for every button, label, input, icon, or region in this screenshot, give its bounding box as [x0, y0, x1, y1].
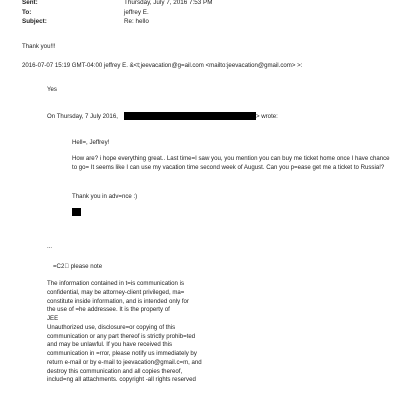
- quote-header: 2016-07-07 15:19 GMT-04:00 jeffrey E. &<t;jeevacation@g=ail.com <mailto:jeevacation@gmail.com> >:: [22, 62, 303, 69]
- disclaimer-line: JEE: [47, 315, 59, 323]
- message-paragraph-first: [72, 155, 394, 173]
- subject-label: Subject:: [22, 18, 47, 25]
- message-text: How are? i hope everything great.. Last time=I saw you, you mention you can buy me ticket home once I have chance to go= It seems like I can use my vacation time second week of August. Can you p=ease get me a ticket to Russia!?: [72, 155, 390, 171]
- on-date-prefix: On Thursday, 7 July 2016,: [47, 113, 118, 120]
- disclaimer-line: and may be unlawful. If you have received this: [47, 341, 172, 349]
- subject-value: Re: hello: [124, 18, 149, 25]
- disclaimer-line: confidential, may be attorney-client privileged, ma=: [47, 288, 185, 296]
- greeting: Hell=, Jeffrey!: [72, 139, 110, 146]
- disclaimer-line: the use of =he addressee. It is the property of: [47, 306, 170, 314]
- redacted-sender-block: [124, 112, 256, 120]
- disclaimer-line: Unauthorized use, disclosure=or copying of this: [47, 323, 176, 331]
- disclaimer-line: constitute inside information, and is intended only for: [47, 297, 189, 305]
- to-row: [22, 8, 382, 16]
- disclaimer: [47, 280, 347, 385]
- sent-value: Thursday, July 7, 2016 7:53 PM: [124, 0, 213, 6]
- disclaimer-line: destroy this communication and all copies thereof,: [47, 367, 183, 375]
- disclaimer-line: return e-mail or by e-mail to jeevacation@gmail.c=m, and: [47, 358, 202, 366]
- thank-you-text: Thank you!!!: [22, 43, 56, 50]
- ellipsis: ...: [47, 243, 53, 250]
- sent-row: [22, 0, 382, 6]
- sent-label: Sent:: [22, 0, 38, 6]
- to-label: To:: [22, 9, 32, 16]
- disclaimer-line: The information contained in t=is communication is: [47, 280, 185, 287]
- reply-yes: Yes: [47, 86, 57, 93]
- disclaimer-line: communication or any part thereof is strictly prohib=ted: [47, 332, 196, 340]
- subject-row: [22, 17, 382, 25]
- please-note: =C2  please note: [53, 263, 103, 270]
- to-value: jeffrey E.: [124, 9, 149, 16]
- disclaimer-line: communication in =rror, please notify us immediately by: [47, 350, 197, 358]
- redacted-signature-block: [72, 208, 81, 216]
- thanks-advance: Thank you in adv=nce :): [72, 193, 138, 200]
- disclaimer-line: includ=ng all attachments. copyright -all rights reserved: [47, 376, 196, 384]
- on-date-suffix: > wrote:: [256, 113, 278, 120]
